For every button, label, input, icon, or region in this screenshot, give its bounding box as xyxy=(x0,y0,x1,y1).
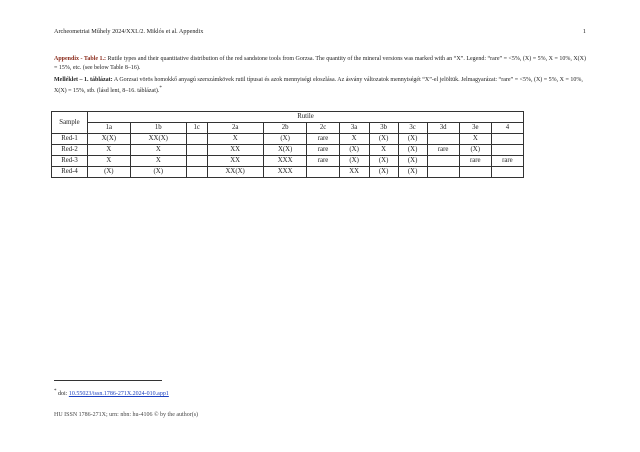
table-cell xyxy=(491,134,523,145)
column-header: 2a xyxy=(207,123,263,134)
sample-cell: Red-3 xyxy=(52,156,88,167)
table-cell xyxy=(186,156,207,167)
table-cell: (X) xyxy=(369,167,398,178)
table-cell: X xyxy=(369,145,398,156)
caption-english-label: Appendix - Table 1.: xyxy=(54,56,107,62)
table-cell xyxy=(186,145,207,156)
table-cell: X xyxy=(130,156,186,167)
table-cell: XX xyxy=(207,156,263,167)
column-header: 3e xyxy=(459,123,491,134)
table-cell: XXX xyxy=(263,167,307,178)
footnote xyxy=(54,389,169,397)
table-cell: XX(X) xyxy=(130,134,186,145)
table-cell: X xyxy=(88,156,131,167)
column-header: 3a xyxy=(339,123,369,134)
table-cell: (X) xyxy=(398,167,427,178)
caption-hungarian-text: A Gorzsai vörös homokkő anyagú szerszámkövek rutil típusai és azok mennyiségi eloszlása. Az ásvány változatok mennyiségét “X”-el jelöltük. Jelmagyarázat: “rare” = <5%, (X) = 5%, X = 10%, X(X) = 15%, stb. (lásd lent, 8–16. táblázat). xyxy=(54,77,583,94)
table-header-row xyxy=(52,112,524,123)
table-cell: XX xyxy=(339,167,369,178)
column-header: 2c xyxy=(307,123,339,134)
column-header: 1b xyxy=(130,123,186,134)
table-cell: (X) xyxy=(339,145,369,156)
table-cell: XX xyxy=(207,145,263,156)
table-cell: X(X) xyxy=(263,145,307,156)
table-cell xyxy=(427,156,459,167)
table-row xyxy=(52,167,524,178)
doi-link[interactable]: 10.55023/issn.1786-271X.2024-010.app1 xyxy=(68,391,169,397)
table-cell xyxy=(186,134,207,145)
table-cell: (X) xyxy=(369,134,398,145)
table-row xyxy=(52,156,524,167)
rutile-table xyxy=(51,111,524,178)
table-cell: rare xyxy=(491,156,523,167)
table-cell: rare xyxy=(307,134,339,145)
table-cell: X xyxy=(130,145,186,156)
sample-cell: Red-2 xyxy=(52,145,88,156)
table-cell: rare xyxy=(459,156,491,167)
running-title: Archeometriai Műhely 2024/XXI./2. Miklós et al. Appendix xyxy=(54,28,204,35)
caption-footnote-mark: * xyxy=(159,85,162,91)
table-cell: XXX xyxy=(263,156,307,167)
table-cell: (X) xyxy=(398,156,427,167)
table-cell: rare xyxy=(307,156,339,167)
column-header: 1a xyxy=(88,123,131,134)
page-number: 1 xyxy=(582,28,586,35)
table-cell xyxy=(459,167,491,178)
caption-hungarian-label: Melléklet – 1. táblázat: xyxy=(54,77,113,84)
table-cell: XX(X) xyxy=(207,167,263,178)
sample-cell: Red-1 xyxy=(52,134,88,145)
table-cell: X xyxy=(88,145,131,156)
table-row xyxy=(52,145,524,156)
footnote-prefix: doi: xyxy=(56,391,69,397)
table-cell xyxy=(186,167,207,178)
column-header: 3b xyxy=(369,123,398,134)
table-cell: (X) xyxy=(459,145,491,156)
table-cell: X xyxy=(459,134,491,145)
sample-cell: Red-4 xyxy=(52,167,88,178)
footnote-mark: * xyxy=(54,389,57,394)
table-cell xyxy=(491,167,523,178)
sample-header: Sample xyxy=(52,112,88,134)
table-cell: (X) xyxy=(398,134,427,145)
table-row xyxy=(52,134,524,145)
table-column-row xyxy=(52,123,524,134)
table-cell: (X) xyxy=(398,145,427,156)
issn-line: HU ISSN 1786-271X; urn: nbn: hu-4106 © by the author(s) xyxy=(54,412,199,418)
table-caption xyxy=(54,55,586,99)
table-cell: (X) xyxy=(88,167,131,178)
table-cell xyxy=(307,167,339,178)
column-header: 4 xyxy=(491,123,523,134)
table-cell: (X) xyxy=(369,156,398,167)
table-cell: X xyxy=(339,134,369,145)
table-cell xyxy=(427,167,459,178)
column-header: 3d xyxy=(427,123,459,134)
table-cell: rare xyxy=(427,145,459,156)
caption-english-text: Rutile types and their quantitative distribution of the red sandstone tools from Gorzsa. The quantity of the mineral versions was marked with an “X”. Legend: “rare” = <5%, (X) = 5%, X = 10%, X(X) = 15%, etc. (see below Table 8–16). xyxy=(54,56,586,71)
footnote-divider xyxy=(54,380,162,381)
table-cell: X xyxy=(207,134,263,145)
column-header: 1c xyxy=(186,123,207,134)
table-cell: (X) xyxy=(130,167,186,178)
table-cell: (X) xyxy=(263,134,307,145)
rutile-group-header: Rutile xyxy=(88,112,524,123)
column-header: 2b xyxy=(263,123,307,134)
running-header xyxy=(54,28,586,35)
column-header: 3c xyxy=(398,123,427,134)
table-cell xyxy=(427,134,459,145)
table-cell xyxy=(491,145,523,156)
table-cell: rare xyxy=(307,145,339,156)
caption-english xyxy=(54,55,586,72)
table-cell: X(X) xyxy=(88,134,131,145)
table-cell: (X) xyxy=(339,156,369,167)
caption-hungarian xyxy=(54,76,586,95)
